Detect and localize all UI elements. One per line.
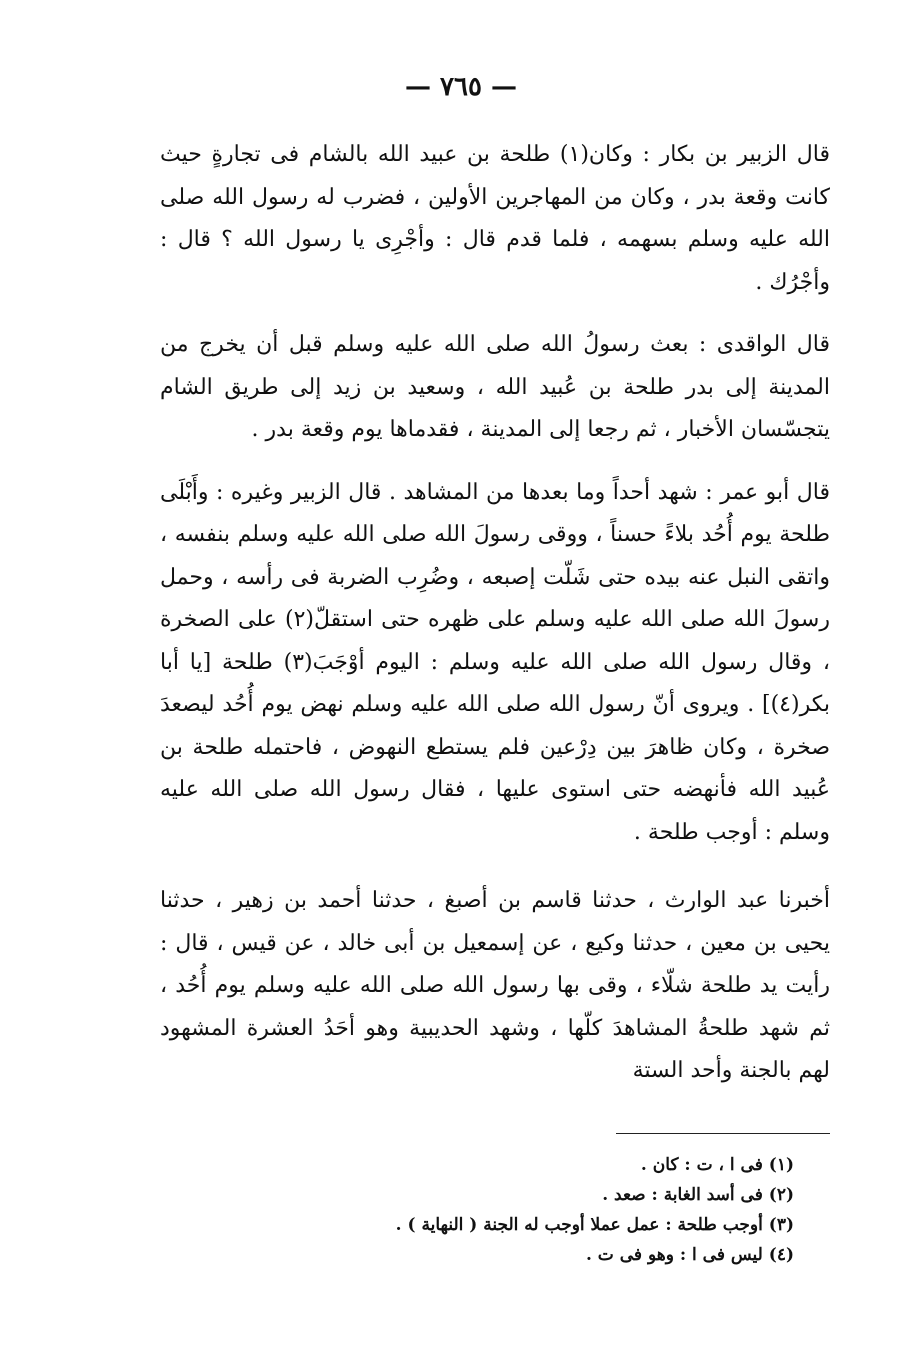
footnote-2: (٢) فى أسد الغابة : صعد . (602, 1185, 794, 1205)
footnote-4: (٤) ليس فى ا : وهو فى ت . (585, 1245, 794, 1265)
paragraph-isnad: أخبرنا عبد الوارث ، حدثنا قاسم بن أصبغ ، حدثنا أحمد بن زهير ، حدثنا يحيى بن معين ، حدثنا وكيع ، عن إسمعيل بن أبى خالد ، عن قيس ، قال : رأيت يد طلحة شلّاء ، وقى بها رسول الله صلى الله عليه وسلم يوم أُحُد ، ثم شهد طلحةُ المشاهدَ كلّها ، وشهد الحديبية وهو أحَدُ العشرة المشهود لهم بالجنة وأحد الستة (160, 888, 830, 1083)
footnote-divider (616, 1133, 830, 1134)
footnotes (300, 1150, 794, 1270)
paragraph-waqidi: قال الواقدى : بعث رسولُ الله صلى الله عليه وسلم قبل أن يخرج من المدينة إلى بدر طلحة بن عُبيد الله ، وسعيد بن زيد إلى طريق الشام يتجسّسان الأخبار ، ثم رجعا إلى المدينة ، فقدماها يوم وقعة بدر . (160, 332, 830, 442)
footnote-1: (١) فى ا ، ت : كان . (640, 1155, 794, 1175)
paragraph-abu-umar: قال أبو عمر : شهد أحداً وما بعدها من المشاهد . قال الزبير وغيره : وأَبْلَى طلحة يوم أُحُد بلاءً حسناً ، ووقى رسولَ الله صلى الله عليه وسلم بنفسه ، واتقى النبل عنه بيده حتى شَلّت إصبعه ، وضُرِب الضربة فى رأسه ، وحمل رسولَ الله صلى الله عليه وسلم على ظهره حتى استقلّ(٢) على الصخرة ، وقال رسول الله صلى الله عليه وسلم : اليوم أوْجَبَ(٣) طلحة [يا أبا بكر(٤)] . ويروى أنّ رسول الله صلى الله عليه وسلم نهض يوم أُحُد ليصعدَ صخرة ، وكان ظاهرَ بين دِرْعين فلم يستطع النهوض ، فاحتمله طلحة بن عُبيد الله فأنهضه حتى استوى عليها ، فقال رسول الله صلى الله عليه وسلم : أوجب طلحة . (160, 479, 830, 845)
page-number: — ٧٦٥ — (404, 72, 518, 102)
footnote-3: (٣) أوجب طلحة : عمل عملا أوجب له الجنة ( النهاية ) . (395, 1215, 794, 1235)
paragraph-zubayr: قال الزبير بن بكار : وكان(١) طلحة بن عبيد الله بالشام فى تجارةٍ حيث كانت وقعة بدر ، وكان من المهاجرين الأولين ، فضرب له رسول الله صلى الله عليه وسلم بسهمه ، فلما قدم قال : وأجْرِى يا رسول الله ؟ قال : وأجْرُك . (160, 142, 830, 295)
main-text (160, 134, 830, 1113)
